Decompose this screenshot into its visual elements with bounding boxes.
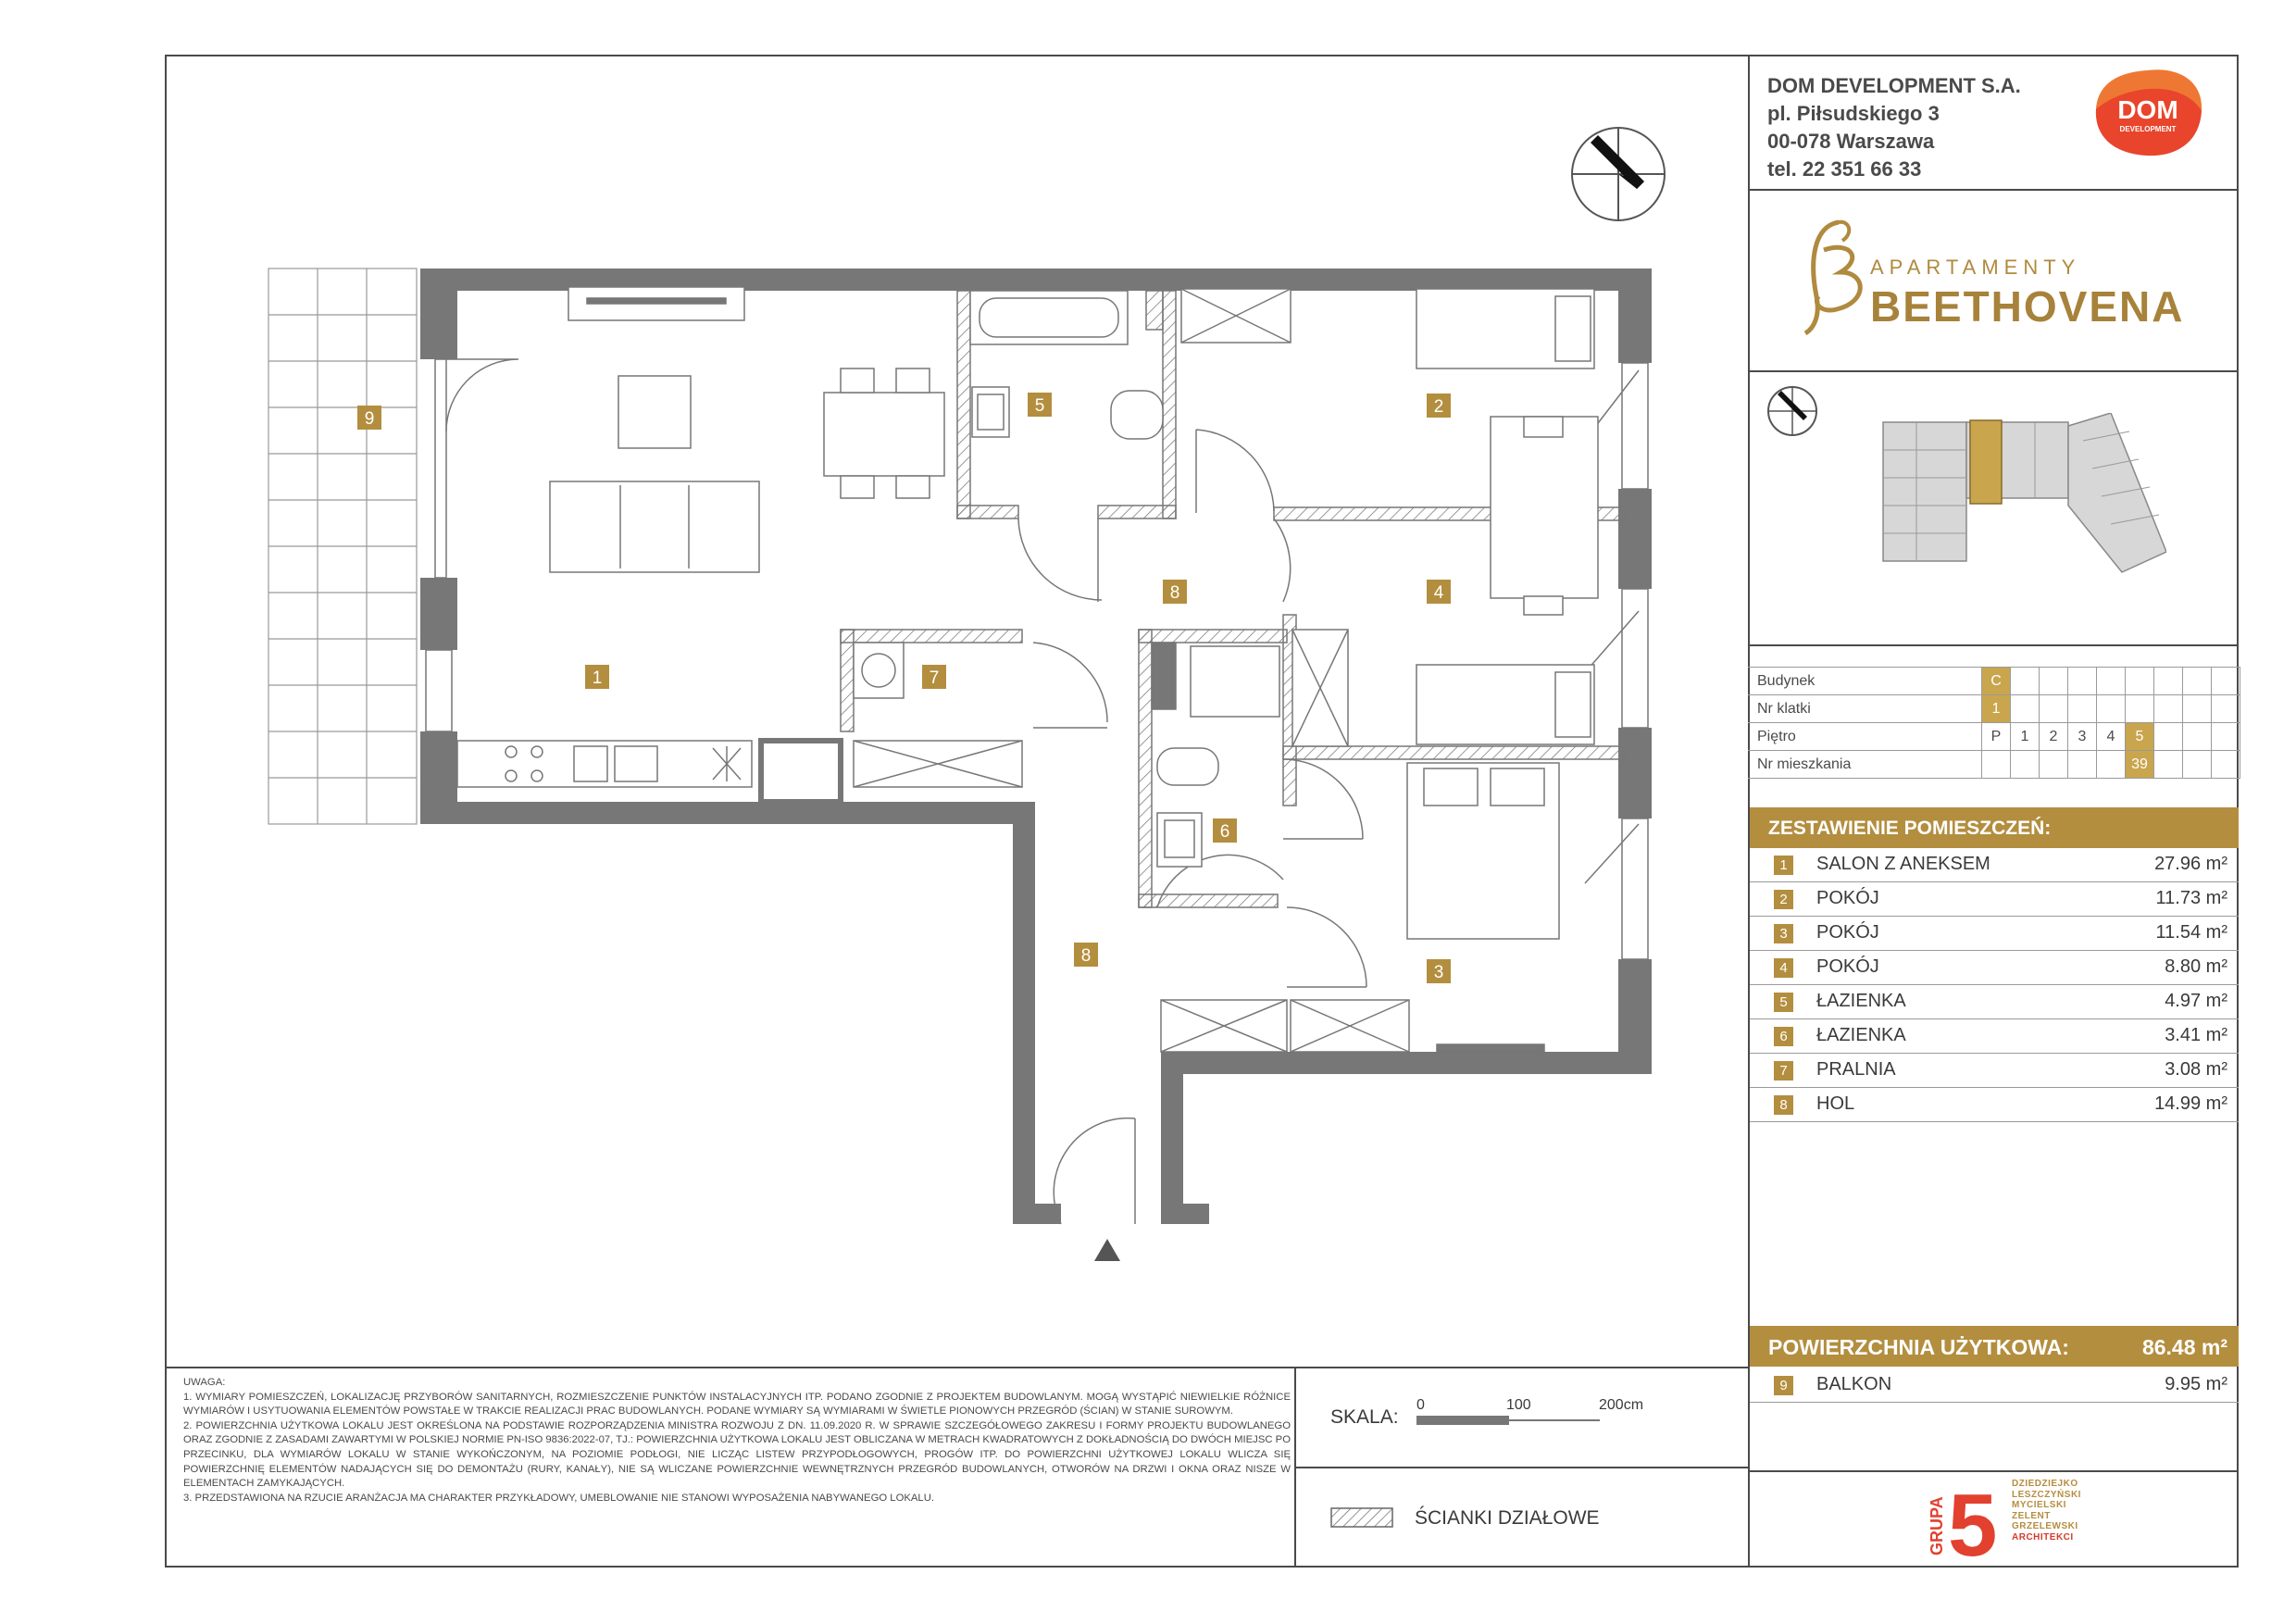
list-item [1750,951,2239,985]
info-cell [2212,723,2240,751]
room-name: PRALNIA [1816,1059,1896,1080]
room-area: 11.73 m² [2155,888,2227,908]
info-cell [2097,695,2126,723]
info-cell [2011,695,2040,723]
info-cell [2154,751,2183,779]
info-cell [2068,751,2097,779]
info-cell [2212,695,2240,723]
rooms-section-title: ZESTAWIENIE POMIESZCZEŃ: [1768,818,2052,839]
info-cell: 3 [2068,723,2097,751]
north-compass-small-icon [1766,385,1818,437]
company-street: pl. Piłsudskiego 3 [1767,102,1940,125]
header-divider-3 [1748,644,2239,646]
logo-text-dom: DOM [2117,95,2178,124]
info-cell [2183,723,2212,751]
list-item [1750,1088,2239,1122]
room-label: 2 [1433,397,1444,417]
room-area: 27.96 m² [2154,854,2227,874]
info-cell [2040,695,2068,723]
room-area: 9.95 m² [2165,1374,2227,1394]
info-cell [2097,668,2126,695]
room-label: 7 [929,668,940,688]
table-row [1748,723,2240,751]
notes-divider-horizontal [165,1367,1748,1368]
info-cell: P [1982,723,2011,751]
company-name: DOM DEVELOPMENT S.A. [1767,74,2021,97]
info-cell [2183,695,2212,723]
grupa-number: 5 [1948,1478,1998,1559]
info-cell: C [1982,668,2011,695]
note-item: 2. POWIERZCHNIA UŻYTKOWA LOKALU JEST OKREŚLONA NA PODSTAWIE ROZPORZĄDZENIA MINISTRA ROZWOJU Z DN. 11.09.2020 R. W SPRAWIE SZCZEGÓŁOWEGO ZAKRESU I FORMY PROJEKTU BUDOWLANEGO ORAZ ZGODNIE Z ZASADAMI ZAWARTYMI W POLSKIEJ NORMIE PN-ISO 9836:2022-07, TJ.: POWIERZCHNIA UŻYTKOWA LOKALU JEST OBLICZANA W METRACH KWADRATOWYCH Z DOKŁADNOŚCIĄ DO DWÓCH MIEJSC PO PRZECINKU, DLA WYMIARÓW LOKALU W STANIE WYKOŃCZONYM, NA POZIOMIE PODŁOGI, NIE LICZĄC LISTEW PRZYPODŁOGOWYCH, PROGÓW ITP. DO POWIERZCHNI UŻYTKOWEJ LOKALU WLICZA SIĘ POWIERZCHNIĘ ELEMENTÓW NADAJĄCYCH SIĘ DO DEMONTAŻU (RURY, KANAŁY), NIE SĄ WLICZANE POWIERZCHNIE WEWNĘTRZNYCH PRZEGRÓD BUDOWLANYCH, OTWORÓW NA DRZWI I OKNA ORAZ NISZE W ELEMENTACH ZAMYKAJĄCYCH. [183,1419,1291,1490]
room-name: ŁAZIENKA [1816,1025,1906,1045]
bathroom-5-fixtures [970,291,1163,439]
logo-text-development: DEVELOPMENT [2119,125,2177,133]
info-cell: 1 [1982,695,2011,723]
room-number-badge: 9 [1774,1376,1793,1395]
info-cell [2011,668,2040,695]
room-area: 3.41 m² [2165,1025,2227,1045]
kitchen-counter [457,741,752,787]
room-name: BALKON [1816,1374,1892,1394]
scale-divider [1294,1467,1748,1468]
info-cell: 39 [2126,751,2154,779]
info-cell [2154,695,2183,723]
room-name: POKÓJ [1816,888,1879,908]
room-label: 4 [1433,583,1444,603]
table-row [1748,695,2240,723]
room-label: 6 [1219,822,1230,842]
info-cell: 2 [2040,723,2068,751]
info-cell [2183,668,2212,695]
table-row [1748,751,2240,779]
room-name: HOL [1816,1093,1855,1114]
info-cell [2212,668,2240,695]
info-cell [2040,668,2068,695]
info-cell [2212,751,2240,779]
room-list [1750,848,2239,1122]
room-number-badge: 6 [1774,1027,1793,1046]
info-label: Nr klatki [1748,695,1982,723]
room-label: 8 [1080,946,1092,966]
grupa-5-logo-icon [1926,1478,2009,1559]
scale-label: SKALA: [1330,1406,1399,1428]
usable-area-label: POWIERZCHNIA UŻYTKOWA: [1768,1335,2069,1359]
info-cell: 5 [2126,723,2154,751]
table-row [1748,668,2240,695]
room-number-badge: 4 [1774,958,1793,978]
info-cell [2154,723,2183,751]
balcony-area [268,269,417,824]
room-area: 11.54 m² [2155,922,2227,943]
b-monogram-icon [1796,213,1870,343]
room-label: 9 [364,409,375,429]
room-number-badge: 1 [1774,856,1793,875]
scale-tick-200: 200cm [1599,1397,1644,1413]
partition-wall-legend-icon [1330,1507,1393,1528]
architect-name: LESZCZYŃSKI [2012,1489,2081,1500]
info-cell: 4 [2097,723,2126,751]
room-area: 8.80 m² [2165,956,2227,977]
key-plan-icon [1861,413,2166,598]
note-item: 1. WYMIARY POMIESZCZEŃ, LOKALIZACJĘ PRZYBORÓW SANITARNYCH, ROZMIESZCZENIE PUNKTÓW INSTALACYJNYCH ITP. PODANO ZGODNIE Z PROJEKTEM BUDOWLANYM. MOGĄ WYSTĄPIĆ NIEWIELKIE RÓŻNICE WYMIARÓW I USYTUOWANIA ELEMENTÓW POWSTAŁE W TRAKCIE REALIZACJI PRAC BUDOWLANYCH. PODANE WYMIARY SĄ WYMIARAMI W ŚWIETLE PIONOWYCH PRZEGRÓD (ŚCIAN) W STANIE SUROWYM. [183,1391,1291,1418]
info-cell [2068,695,2097,723]
architect-suffix: ARCHITEKCI [2012,1531,2074,1543]
info-cell [2126,668,2154,695]
notes-title: UWAGA: [183,1377,226,1388]
living-furniture [550,287,944,572]
info-cell [2097,751,2126,779]
brand-line-1: APARTAMENTY [1870,256,2081,279]
list-item [1750,917,2239,951]
architect-name: MYCIELSKI [2012,1500,2066,1510]
notes-block [183,1376,1291,1505]
usable-area-header [1750,1326,2239,1367]
room-number-badge: 8 [1774,1095,1793,1115]
room-name: POKÓJ [1816,922,1879,943]
architect-name: ZELENT [2012,1510,2051,1521]
brand-line-2: BEETHOVENA [1870,282,2185,331]
entrance-marker-icon [1094,1239,1120,1261]
info-label: Budynek [1748,668,1982,695]
room-label: 8 [1169,583,1180,603]
architect-name: GRZELEWSKI [2012,1521,2078,1531]
info-cell [2154,668,2183,695]
rooms-section-header [1750,807,2239,848]
room-name: SALON Z ANEKSEM [1816,854,1990,874]
info-cell [1982,751,2011,779]
room-name: ŁAZIENKA [1816,991,1906,1011]
room-number-badge: 5 [1774,993,1793,1012]
room-number-badge: 7 [1774,1061,1793,1081]
info-cell [2011,751,2040,779]
room-area: 14.99 m² [2154,1093,2227,1114]
grupa-text: GRUPA [1928,1496,1946,1555]
floor-plan [167,56,1741,1361]
usable-area-value: 86.48 m² [2141,1335,2227,1359]
info-cell [2126,695,2154,723]
balcony-row [1750,1368,2239,1403]
room-number-badge: 3 [1774,924,1793,943]
company-phone: tel. 22 351 66 33 [1767,157,1922,181]
apartment-info-table [1748,667,2240,779]
architect-names [2012,1479,2081,1543]
room-area: 4.97 m² [2165,991,2227,1011]
room-label: 3 [1433,963,1444,982]
list-item [1750,848,2239,882]
room-area: 3.08 m² [2165,1059,2227,1080]
company-address [1767,72,2021,183]
project-brand [1796,213,2203,343]
header-divider-2 [1748,370,2239,372]
info-label: Nr mieszkania [1748,751,1982,779]
info-cell: 1 [2011,723,2040,751]
room-number-badge: 2 [1774,890,1793,909]
scale-tick-0: 0 [1416,1397,1425,1413]
company-city: 00-078 Warszawa [1767,130,1935,153]
footer-divider [1748,1470,2239,1472]
note-item: 3. PRZEDSTAWIONA NA RZUCIE ARANŻACJA MA CHARAKTER PRZYKŁADOWY, UMEBLOWANIE NIE STANOWI WYPOSAŻENIA NABYWANEGO LOKALU. [183,1492,935,1504]
list-item [1750,1368,2239,1403]
info-cell [2183,751,2212,779]
list-item [1750,1019,2239,1054]
list-item [1750,1054,2239,1088]
scale-tick-100: 100 [1506,1397,1531,1413]
info-cell [2040,751,2068,779]
info-cell [2068,668,2097,695]
room-name: POKÓJ [1816,956,1879,977]
info-label: Piętro [1748,723,1982,751]
dom-development-logo-icon [2090,67,2205,159]
list-item [1750,882,2239,917]
header-divider-1 [1748,189,2239,191]
legend-label: ŚCIANKI DZIAŁOWE [1415,1507,1600,1529]
list-item [1750,985,2239,1019]
architect-name: DZIEDZIEJKO [2012,1479,2078,1489]
room-label: 1 [592,668,603,688]
scale-bar [1416,1415,1602,1426]
kitchen-shaft [761,741,841,802]
room-label: 5 [1034,396,1045,416]
laundry-fixtures [854,643,1022,787]
